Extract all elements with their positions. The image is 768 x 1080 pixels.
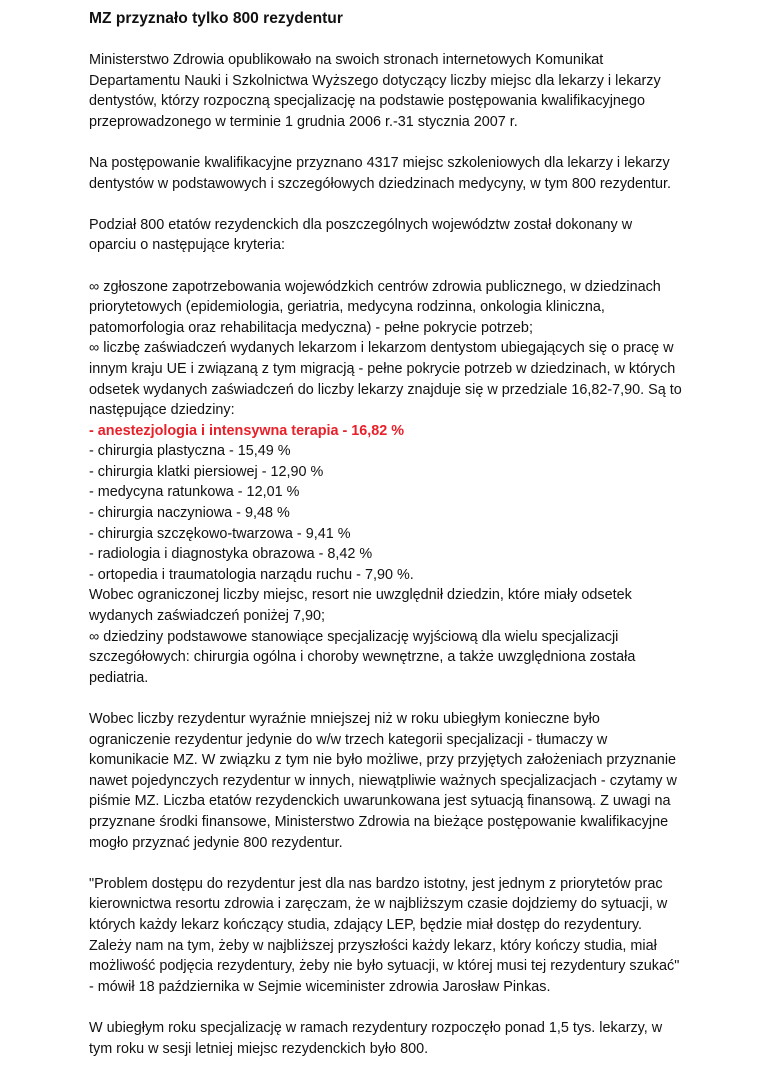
paragraph-line: "Problem dostępu do rezydentur jest dla nas bardzo istotny, jest jednym z priorytetów prac xyxy=(89,875,663,892)
highlighted-specialty: - anestezjologia i intensywna terapia - 16,82 % xyxy=(89,422,405,439)
paragraph-line: Zależy nam na tym, żeby w najbliższej przyszłości każdy lekarz, który kończy studia, miał xyxy=(89,937,657,954)
article-title: MZ przyznało tylko 800 rezydentur xyxy=(89,10,343,27)
paragraph-line: szczegółowych: chirurgia ogólna i choroby wewnętrzne, a także uwzględniona została xyxy=(89,649,636,666)
bullet-line: ∞ zgłoszone zapotrzebowania wojewódzkich centrów zdrowia publicznego, w dziedzinach xyxy=(89,278,661,295)
paragraph-line: patomorfologia oraz rehabilitacja medyczna) - pełne pokrycie potrzeb; xyxy=(89,319,533,336)
paragraph-line: W ubiegłym roku specjalizację w ramach rezydentury rozpoczęło ponad 1,5 tys. lekarzy, w xyxy=(89,1019,663,1036)
bullet-line: ∞ liczbę zaświadczeń wydanych lekarzom i lekarzom dentystom ubiegających się o pracę w xyxy=(89,340,674,357)
paragraph-line: oparciu o następujące kryteria: xyxy=(89,237,285,254)
paragraph-quote xyxy=(89,874,689,998)
paragraph-line: ograniczenie rezydentur jedynie do w/w trzech kategorii specjalizacji - tłumaczy w xyxy=(89,731,608,748)
paragraph-line: pediatria. xyxy=(89,669,149,686)
paragraph-line: kierownictwa resortu zdrowia i zaręczam, że w najbliższym czasie dojdziemy do sytuacji, w xyxy=(89,896,668,913)
paragraph-line: - mówił 18 października w Sejmie wiceminister zdrowia Jarosław Pinkas. xyxy=(89,978,551,995)
paragraph-line: mogło przyznać jedynie 800 rezydentur. xyxy=(89,834,343,851)
paragraph-line: przyznane środki finansowe, Ministerstwo Zdrowia na bieżące postępowanie kwalifikacyjne xyxy=(89,813,669,830)
paragraph-line: Na postępowanie kwalifikacyjne przyznano 4317 miejsc szkoleniowych dla lekarzy i lekarzy xyxy=(89,154,670,171)
specialty-item: - ortopedia i traumatologia narządu ruchu - 7,90 %. xyxy=(89,566,414,583)
paragraph-line: Podział 800 etatów rezydenckich dla poszczególnych województw został dokonany w xyxy=(89,216,633,233)
paragraph-criteria-intro xyxy=(89,215,689,256)
paragraph-limitation xyxy=(89,709,689,853)
article xyxy=(89,8,689,1080)
bullet-line: ∞ dziedziny podstawowe stanowiące specjalizację wyjściową dla wielu specjalizacji xyxy=(89,628,619,645)
specialty-item: - chirurgia szczękowo-twarzowa - 9,41 % xyxy=(89,525,351,542)
paragraph-criteria-list xyxy=(89,277,689,689)
specialty-item: - chirurgia klatki piersiowej - 12,90 % xyxy=(89,463,324,480)
specialty-item: - chirurgia naczyniowa - 9,48 % xyxy=(89,505,290,522)
paragraph-line: możliwość podjęcia rezydentury, żeby nie było sytuacji, w której musi tej rezydentury szukać" xyxy=(89,958,680,975)
paragraph-line: których każdy lekarz kończący studia, zdający LEP, będzie miał dostęp do rezydentury. xyxy=(89,916,642,933)
paragraph-line: innym kraju UE i związaną z tym migracją - pełne pokrycie potrzeb w dziedzinach, w których xyxy=(89,360,676,377)
paragraph-line: następujące dziedziny: xyxy=(89,402,235,419)
specialty-item: - chirurgia plastyczna - 15,49 % xyxy=(89,443,291,460)
paragraph-last-year xyxy=(89,1018,689,1059)
paragraph-line: tym roku w sesji letniej miejsc rezydenckich było 800. xyxy=(89,1040,429,1057)
paragraph-line: wydanych zaświadczeń poniżej 7,90; xyxy=(89,608,325,625)
paragraph-intro xyxy=(89,50,689,132)
paragraph-line: priorytetowych (epidemiologia, geriatria, medycyna rodzinna, onkologia kliniczna, xyxy=(89,299,605,316)
paragraph-line: komunikacie MZ. W związku z tym nie było możliwe, przy przyjętych założeniach przyznanie xyxy=(89,752,677,769)
paragraph-line: przeprowadzonego w terminie 1 grudnia 2006 r.-31 stycznia 2007 r. xyxy=(89,113,518,130)
paragraph-line: Departamentu Nauki i Szkolnictwa Wyższego dotyczący liczby miejsc dla lekarzy i lekarzy xyxy=(89,72,661,89)
specialty-item: - medycyna ratunkowa - 12,01 % xyxy=(89,484,300,501)
paragraph-line: Ministerstwo Zdrowia opublikowało na swoich stronach internetowych Komunikat xyxy=(89,52,604,68)
paragraph-line: dentystów, którzy rozpoczną specjalizację na podstawie postępowania kwalifikacyjnego xyxy=(89,93,645,110)
paragraph-places xyxy=(89,153,689,194)
paragraph-line: dentystów w podstawowych i szczegółowych dziedzinach medycyny, w tym 800 rezydentur. xyxy=(89,175,672,192)
paragraph-line: odsetek wydanych zaświadczeń do liczby lekarzy znajduje się w przedziale 16,82-7,90. Są to xyxy=(89,381,682,398)
paragraph-line: Wobec ograniczonej liczby miejsc, resort nie uwzględnił dziedzin, które miały odsetek xyxy=(89,587,632,604)
paragraph-line: Wobec liczby rezydentur wyraźnie mniejszej niż w roku ubiegłym konieczne było xyxy=(89,711,600,727)
paragraph-line: nawet pojedynczych rezydentur w innych, niewątpliwie ważnych specjalizacjach - czytamy w xyxy=(89,772,677,789)
paragraph-line: piśmie MZ. Liczba etatów rezydenckich uwarunkowana jest sytuacją finansową. Z uwagi na xyxy=(89,793,671,810)
specialty-item: - radiologia i diagnostyka obrazowa - 8,42 % xyxy=(89,546,373,563)
